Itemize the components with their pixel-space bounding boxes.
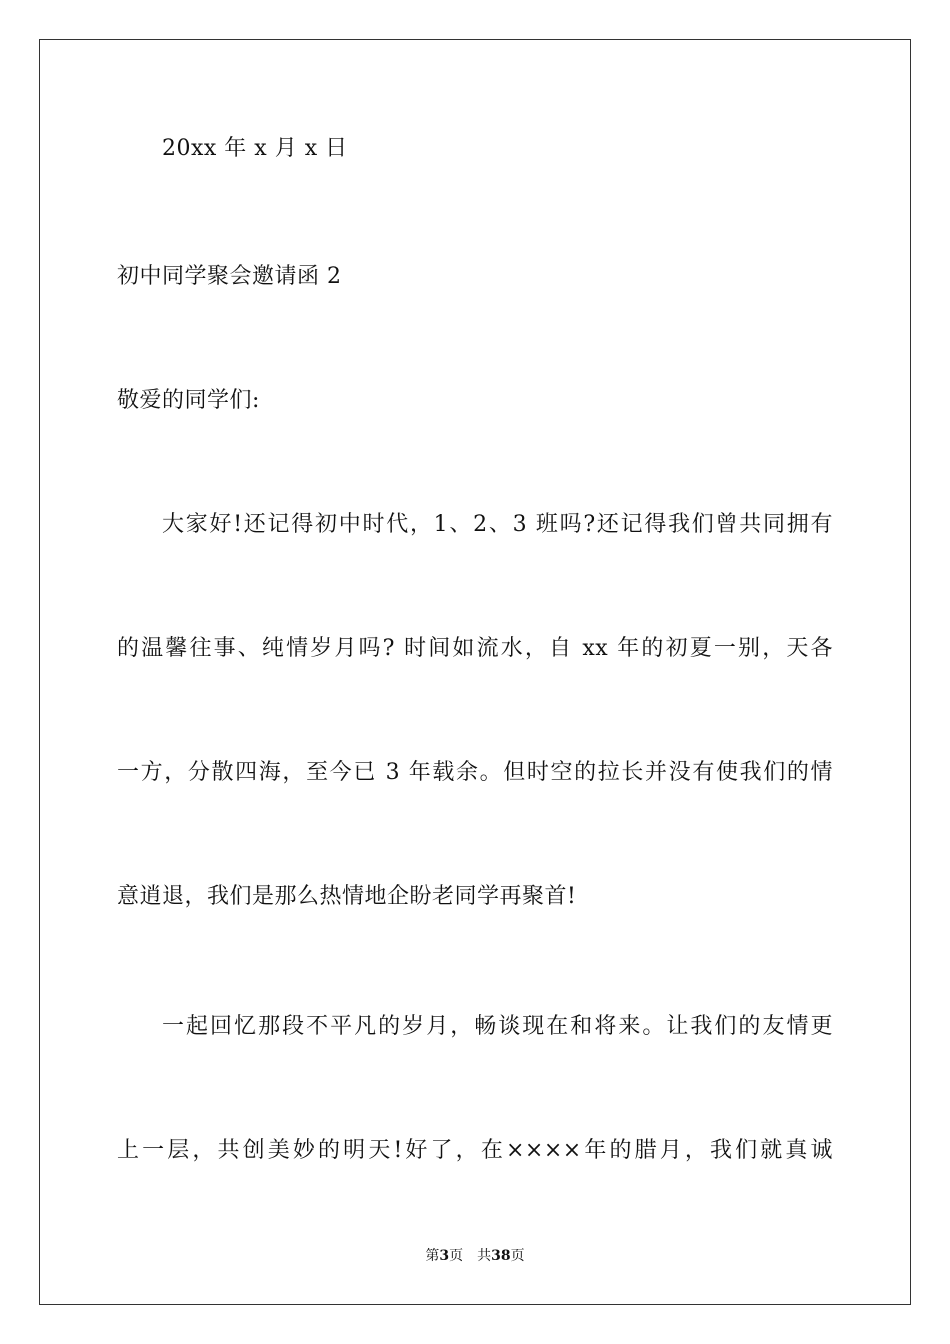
footer-page-suffix: 页 bbox=[449, 1248, 464, 1264]
footer-total-suffix: 页 bbox=[510, 1248, 525, 1264]
footer-total-prefix: 共 bbox=[477, 1248, 492, 1264]
footer-total-pages: 38 bbox=[491, 1248, 511, 1264]
paragraph-1-line-1: 大家好!还记得初中时代，1、2、3 班吗?还记得我们曾共同拥有 bbox=[162, 512, 833, 537]
date-line: 20xx 年 x 月 x 日 bbox=[162, 136, 348, 161]
page-footer bbox=[0, 1246, 950, 1266]
page-border bbox=[39, 39, 911, 1305]
paragraph-1-line-3: 一方，分散四海，至今已 3 年载余。但时空的拉长并没有使我们的情 bbox=[117, 760, 833, 785]
document-title: 初中同学聚会邀请函 2 bbox=[117, 264, 342, 289]
paragraph-2-line-1: 一起回忆那段不平凡的岁月，畅谈现在和将来。让我们的友情更 bbox=[162, 1014, 833, 1039]
paragraph-2-line-2: 上一层，共创美妙的明天!好了，在××××年的腊月，我们就真诚 bbox=[117, 1138, 833, 1163]
salutation: 敬爱的同学们: bbox=[117, 388, 260, 413]
paragraph-1-line-4: 意逍退，我们是那么热情地企盼老同学再聚首! bbox=[117, 884, 577, 909]
footer-page-number: 3 bbox=[439, 1248, 450, 1264]
paragraph-1-line-2: 的温馨往事、纯情岁月吗? 时间如流水，自 xx 年的初夏一别，天各 bbox=[117, 636, 833, 661]
footer-page-prefix: 第 bbox=[425, 1248, 440, 1264]
